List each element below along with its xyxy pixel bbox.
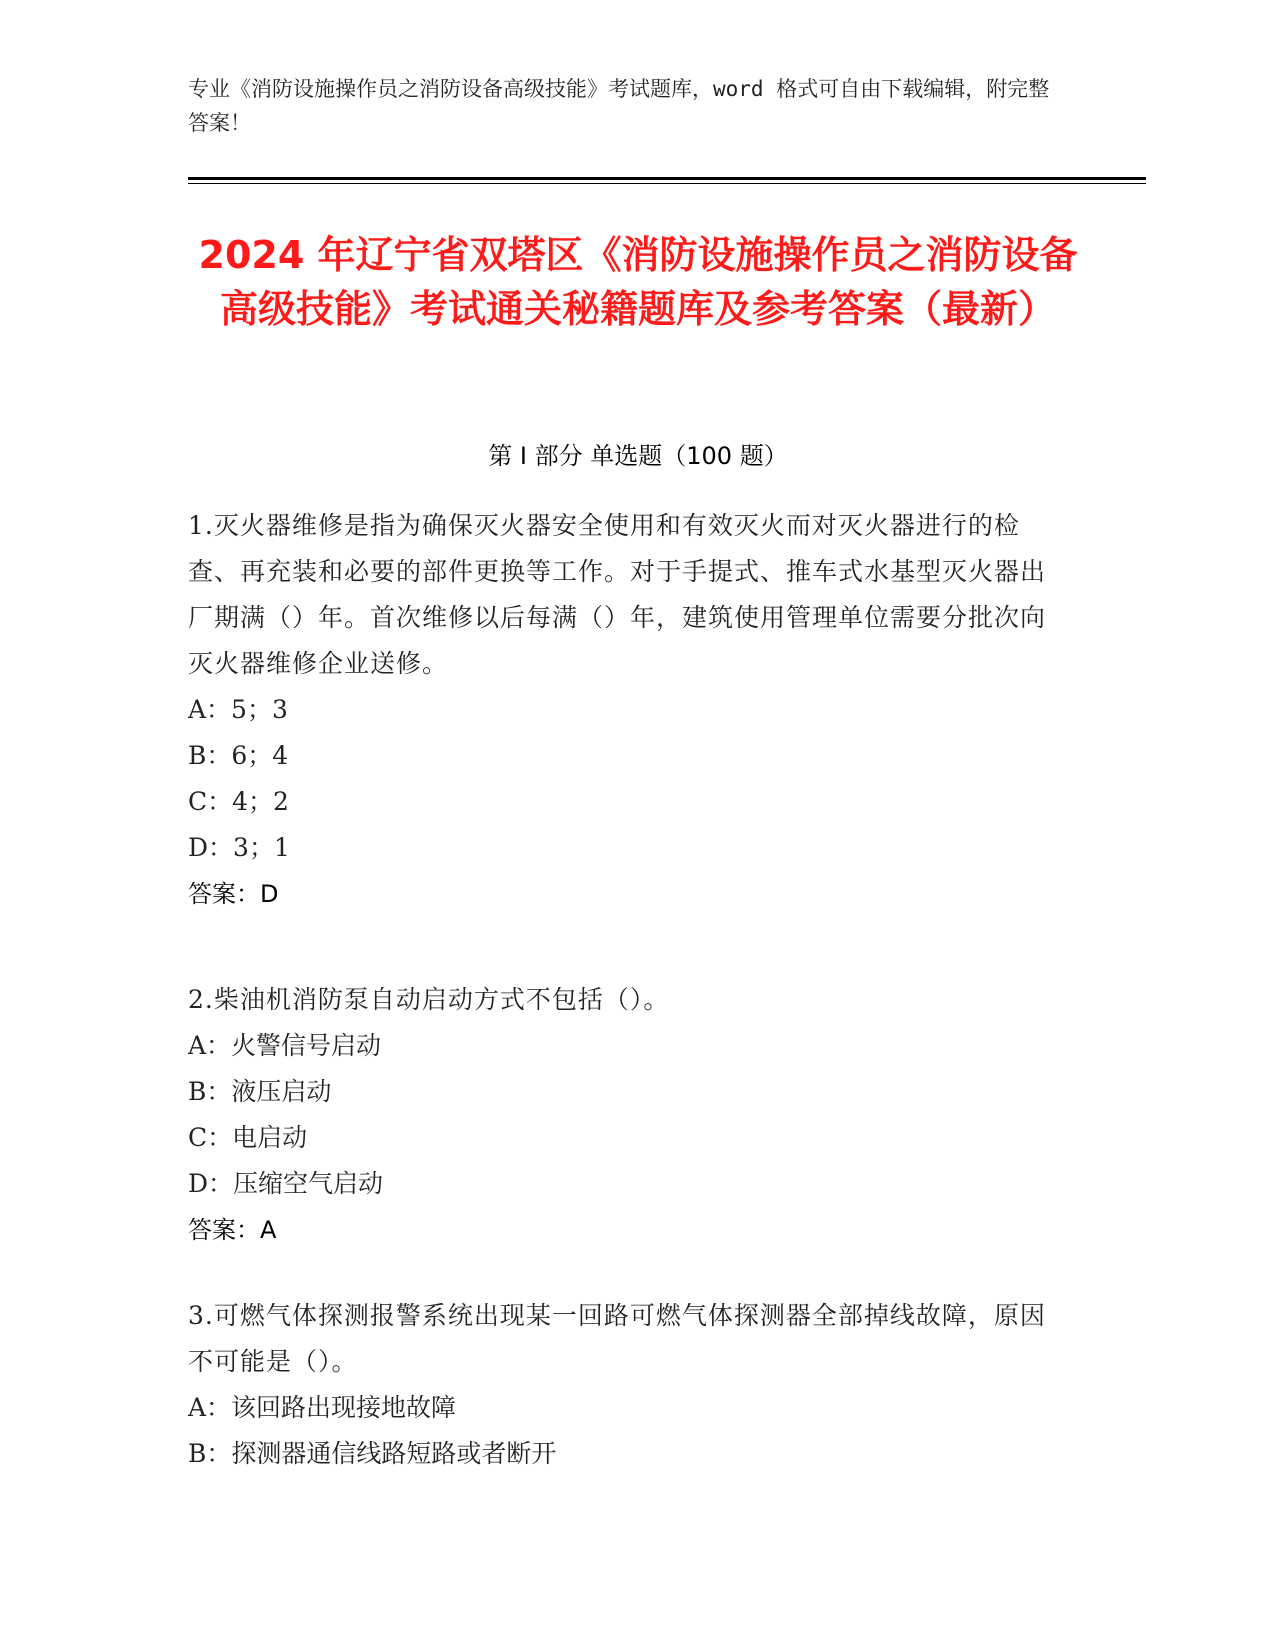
- document-title: 2024 年辽宁省双塔区《消防设施操作员之消防设备高级技能》考试通关秘籍题库及参考答案（最新）: [198, 233, 1078, 331]
- option-d: D：3；1: [188, 833, 290, 862]
- option-b: B：液压启动: [188, 1077, 332, 1106]
- question-stem: 2.柴油机消防泵自动启动方式不包括（）。: [188, 985, 670, 1014]
- question-3: [188, 1293, 1068, 1477]
- question-stem: 1.灭火器维修是指为确保灭火器安全使用和有效灭火而对灭火器进行的检查、再充装和必要的部件更换等工作。对于手提式、推车式水基型灭火器出厂期满（）年。首次维修以后每满（）年，建筑使用管理单位需要分批次向灭火器维修企业送修。: [188, 511, 1047, 678]
- header-rule-thin: [188, 183, 1146, 184]
- header-rule-thick: [188, 177, 1146, 180]
- option-d: D：压缩空气启动: [188, 1169, 384, 1198]
- question-stem: 3.可燃气体探测报警系统出现某一回路可燃气体探测器全部掉线故障，原因不可能是（）。: [188, 1301, 1046, 1376]
- section-title: 第 I 部分 单选题（100 题）: [488, 442, 788, 470]
- header-note: 专业《消防设施操作员之消防设备高级技能》考试题库，word 格式可自由下载编辑，附完整答案！: [188, 77, 1050, 135]
- option-a: A：该回路出现接地故障: [188, 1393, 457, 1422]
- option-b: B：探测器通信线路短路或者断开: [188, 1439, 557, 1468]
- answer: 答案：D: [188, 880, 279, 908]
- answer: 答案：A: [188, 1216, 277, 1244]
- option-b: B：6；4: [188, 741, 289, 770]
- question-2: [188, 977, 1068, 1253]
- question-1: [188, 503, 1068, 917]
- option-c: C：4；2: [188, 787, 289, 816]
- option-c: C：电启动: [188, 1123, 308, 1152]
- option-a: A：火警信号启动: [188, 1031, 382, 1060]
- option-a: A：5；3: [188, 695, 288, 724]
